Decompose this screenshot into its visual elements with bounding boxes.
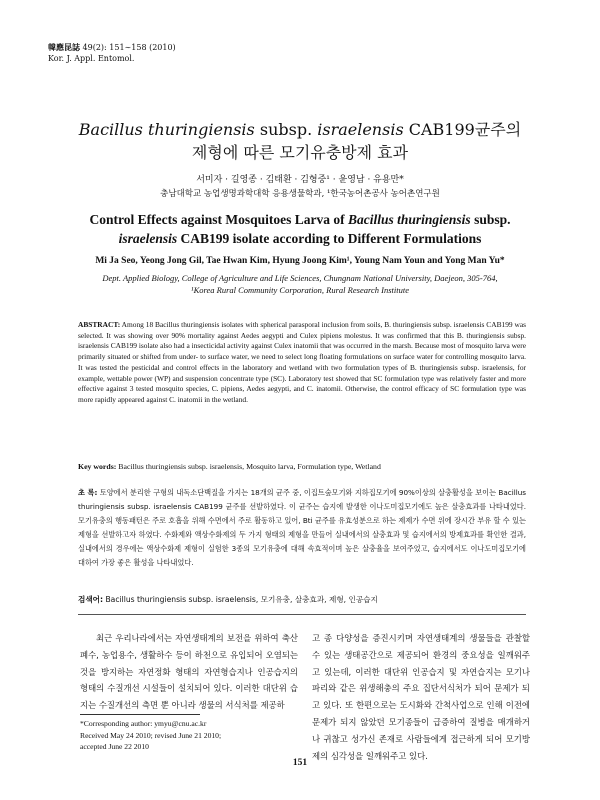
keywords-text: Bacillus thuringiensis subsp. israelensis, Mosquito larva, Formulation type, Wetland bbox=[116, 462, 381, 471]
title-korean bbox=[0, 118, 600, 164]
abstract-korean bbox=[78, 486, 526, 570]
title-en-part2: subsp. bbox=[470, 212, 511, 227]
body-column-left bbox=[80, 630, 298, 714]
title-ko-subsp: subsp. bbox=[254, 120, 318, 139]
journal-name-en: Kor. J. Appl. Entomol. bbox=[48, 54, 135, 63]
footnote-accepted: accepted June 22 2010 bbox=[80, 742, 149, 751]
abstract-text: Among 18 Bacillus thuringiensis isolates with spherical parasporal inclusion from soils, B. thuringiensis subsp. israelensis CAB199 was selected. It was showing over 90% mortality against Aedes aegypti and Culex pipiens molestus. It was confirmed that this B. thuringiensis subsp. israelensis CAB199 isolate also had a insecticidal activity against Culex inatomii that was occurred in the marsh. Because most of mosquito larva were primarily situated or shifted from under- to surface water, we need to select long floating formulations on surface water for controlling mosquito larva. It was tested the pesticidal and control effects in the laboratory and wetland with two formulation types of B. thuringiensis subsp. israelensis, for example, wettable power (WP) and suspension concentrate type (SC). Laboratory test showed that SC formulation type was relatively faster and more effective against 3 tested mosquito species, C. pipiens, Aedes aegypti, and C. inatomii. Otherwise, the control efficacy of SC formulation type was more rapidly appeared against C. inatomii in the wetland. bbox=[78, 320, 526, 404]
page-number: 151 bbox=[292, 758, 308, 768]
affil-en-line1: Dept. Applied Biology, College of Agriculture and Life Sciences, Chungnam National University, Daejeon, 305-764, bbox=[102, 273, 498, 283]
affiliation-english bbox=[40, 272, 560, 296]
abstract-ko-text: 토양에서 분리한 구형의 내독소단백질을 가지는 18개의 균주 중, 이집트숲모기와 지하집모기에 90%이상의 살충활성을 보이는 Bacillus thuringiensis subsp. israelensis CAB199 균주를 선발하였다. 이 균주는 습지에 발생한 이나도미집모기에도 높은 살충효과를 나타내었다. 모기유충의 행동패턴은 주로 호흡을 위해 수면에서 주로 활동하고 있어, Bti 균주를 유효성분으로 하는 제제가 수면 위에 장시간 부유 할 수 있는 제형을 선발하고자 하였다. 수화제와 액상수화제의 두 가지 형태의 제형을 만들어 실내에서의 살충효과 및 습지에서의 방제효과를 확인한 결과, 실내에서의 경우에는 액상수화제 제형이 실험한 3종의 모기유충에 대해 속효적이며 높은 살충율을 보여주었고, 습지에서도 이나도미집모기에 대하여 가장 좋은 활성을 나타내었다. bbox=[78, 488, 527, 567]
abstract-ko-label: 초 록: bbox=[78, 488, 98, 497]
title-en-israelensis: israelensis bbox=[118, 231, 178, 246]
section-divider bbox=[78, 614, 526, 615]
title-ko-line2: 제형에 따른 모기유충방제 효과 bbox=[191, 143, 409, 162]
keywords-ko-text: Bacillus thuringiensis subsp. israelensis, 모기유충, 살충효과, 제형, 인공습지 bbox=[103, 595, 378, 604]
title-en-species: Bacillus thuringiensis bbox=[348, 212, 471, 227]
journal-citation bbox=[48, 42, 176, 64]
footnote bbox=[80, 718, 298, 753]
abstract-english bbox=[78, 320, 526, 406]
title-ko-species: Bacillus thuringiensis bbox=[78, 120, 255, 139]
title-ko-israelensis: israelensis bbox=[317, 120, 404, 139]
body-right-paragraph: 고 종 다양성을 증진시키며 자연생태계의 생물들을 관찰할 수 있는 생태공간으로 제공되어 환경의 중요성을 일깨워주고 있는데, 이러한 대단위 인공습지 및 자연습지는 모기나 파리와 같은 위생해충의 주요 집단서식처가 되어 문제가 되고 있다. 또 한편으로는 도시화와 간척사업으로 인해 이전에 문제가 되지 않았던 모기종들이 급증하여 질병을 매개하거나 귀찮고 성가신 존재로 사람들에게 접근하게 되어 모기방제의 심각성을 일깨워주고 있다. bbox=[312, 633, 530, 761]
title-english bbox=[40, 210, 560, 248]
journal-volume: 49(2): 151∼158 (2010) bbox=[80, 43, 176, 52]
keywords-korean bbox=[78, 594, 526, 605]
title-ko-rest: CAB199균주의 bbox=[403, 120, 522, 139]
title-en-part1: Control Effects against Mosquitoes Larva of bbox=[89, 212, 348, 227]
authors-english: Mi Ja Seo, Yeong Jong Gil, Tae Hwan Kim, Hyung Joong Kim¹, Young Nam Youn and Yong Man Yu* bbox=[95, 256, 505, 266]
affil-en-line2: ¹Korea Rural Community Corporation, Rural Research Institute bbox=[191, 285, 409, 295]
keywords-label: Key words: bbox=[78, 462, 117, 471]
footnote-received: Received May 24 2010; revised June 21 2010; bbox=[80, 730, 222, 740]
keywords-ko-label: 검색어: bbox=[78, 595, 104, 604]
footnote-rule bbox=[80, 714, 200, 715]
keywords-english bbox=[78, 462, 526, 471]
footnote-corresponding: *Corresponding author: ymyu@cnu.ac.kr bbox=[80, 719, 207, 728]
affiliation-korean: 충남대학교 농업생명과학대학 응용생물학과, ¹한국농어촌공사 농어촌연구원 bbox=[160, 189, 440, 199]
authors-korean: 서미자 · 길영종 · 김태환 · 김형중¹ · 윤영남 · 유용만* bbox=[196, 175, 404, 185]
journal-name-ko: 韓應昆誌 bbox=[48, 42, 80, 52]
body-left-paragraph: 최근 우리나라에서는 자연생태계의 보전을 위하여 축산폐수, 농업용수, 생활하수 등이 하천으로 유입되어 오염되는 것을 방지하는 자연정화 형태의 자연형습지나 인공습지의 형태의 수질개선 시설들이 설치되어 있다. 이러한 대단위 습지는 수질개선의 측면 뿐 아니라 생물의 서식처를 제공하 bbox=[80, 633, 298, 711]
body-column-right bbox=[312, 630, 530, 764]
abstract-label: ABSTRACT: bbox=[78, 320, 121, 329]
title-en-part3: CAB199 isolate according to Different Formulations bbox=[177, 231, 482, 246]
